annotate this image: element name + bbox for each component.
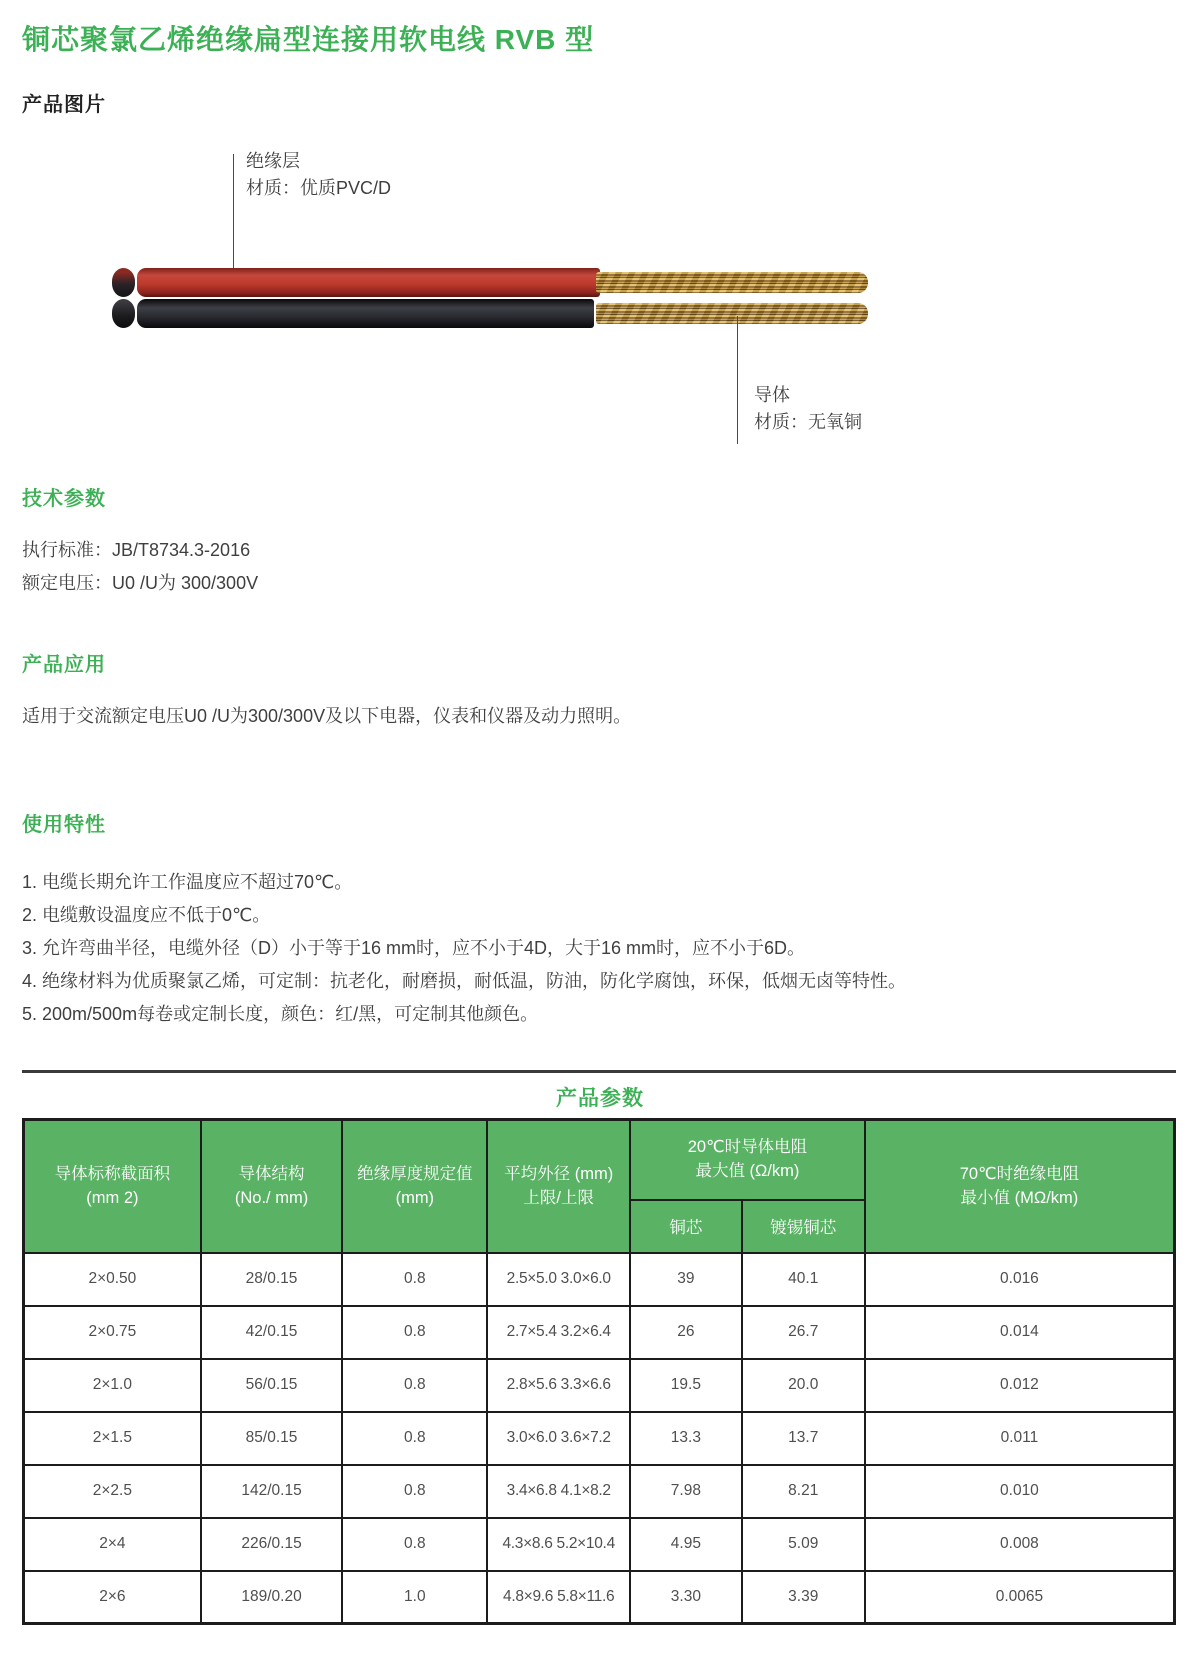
table-cell: 2×4: [24, 1518, 201, 1571]
table-row: [24, 1571, 1175, 1624]
table-cell: 2×1.0: [24, 1359, 201, 1412]
table-row: [24, 1359, 1175, 1412]
table-cell: 13.3: [630, 1412, 742, 1465]
standard-line: 执行标准：JB/T8734.3-2016: [22, 540, 251, 560]
header-line: 平均外径 (mm): [504, 1164, 614, 1183]
insulation-label: [246, 148, 391, 202]
table-row: [24, 1306, 1175, 1359]
table-cell: 2.7×5.4 3.2×6.4: [487, 1306, 630, 1359]
product-params-heading: 产品参数: [556, 1087, 644, 1110]
header-line: 导体结构: [238, 1164, 305, 1183]
table-cell: 4.95: [630, 1518, 742, 1571]
table-cell: 85/0.15: [201, 1412, 343, 1465]
table-row: [24, 1253, 1175, 1306]
header-tinned-copper-core: 镀锡铜芯: [742, 1200, 865, 1253]
table-cell: 0.8: [342, 1359, 487, 1412]
table-cell: 0.8: [342, 1253, 487, 1306]
table-cell: 13.7: [742, 1412, 865, 1465]
header-line: (mm): [395, 1188, 435, 1207]
table-cell: 28/0.15: [201, 1253, 343, 1306]
conductor-pointer-line: [737, 316, 738, 444]
feature-item: 3. 允许弯曲半径，电缆外径（D）小于等于16 mm时，应不小于4D，大于16 mm时，应不小于6D。: [22, 938, 806, 958]
insulation-label-title: 绝缘层: [246, 151, 300, 171]
header-conductor-structure: [201, 1120, 343, 1253]
table-cell: 56/0.15: [201, 1359, 343, 1412]
table-cell: 0.011: [865, 1412, 1175, 1465]
header-line: 最大值 (Ω/km): [695, 1162, 800, 1181]
table-cell: 5.09: [742, 1518, 865, 1571]
table-cell: 0.8: [342, 1412, 487, 1465]
table-cell: 8.21: [742, 1465, 865, 1518]
table-cell: 0.010: [865, 1465, 1175, 1518]
header-line: 绝缘厚度规定值: [357, 1164, 473, 1183]
table-cell: 2.5×5.0 3.0×6.0: [487, 1253, 630, 1306]
application-heading: 产品应用: [22, 654, 106, 676]
header-line: 上限/上限: [523, 1188, 594, 1207]
table-cell: 4.3×8.6 5.2×10.4: [487, 1518, 630, 1571]
table-cell: 2×2.5: [24, 1465, 201, 1518]
header-line: 20℃时导体电阻: [687, 1138, 808, 1157]
feature-item: 4. 绝缘材料为优质聚氯乙烯，可定制：抗老化，耐磨损，耐低温，防油，防化学腐蚀，环保，低烟无卤等特性。: [22, 971, 907, 991]
header-line: (mm 2): [86, 1188, 139, 1207]
header-line: 最小值 (MΩ/km): [960, 1188, 1079, 1207]
table-cell: 40.1: [742, 1253, 865, 1306]
table-cell: 42/0.15: [201, 1306, 343, 1359]
table-cell: 3.4×6.8 4.1×8.2: [487, 1465, 630, 1518]
table-cell: 142/0.15: [201, 1465, 343, 1518]
table-cell: 26.7: [742, 1306, 865, 1359]
table-cell: 4.8×9.6 5.8×11.6: [487, 1571, 630, 1624]
table-cell: 3.39: [742, 1571, 865, 1624]
table-row: [24, 1465, 1175, 1518]
header-line: 导体标称截面积: [54, 1164, 171, 1183]
table-cell: 0.008: [865, 1518, 1175, 1571]
table-cell: 2×0.75: [24, 1306, 201, 1359]
table-cell: 226/0.15: [201, 1518, 343, 1571]
conductor-label-title: 导体: [754, 385, 790, 405]
product-params-table: [22, 1118, 1176, 1625]
table-cell: 0.014: [865, 1306, 1175, 1359]
black-wire-end-cap: [112, 299, 135, 328]
application-text: 适用于交流额定电压U0 /U为300/300V及以下电器，仪表和仪器及动力照明。: [22, 706, 632, 726]
black-wire-insulation: [137, 299, 594, 328]
table-cell: 7.98: [630, 1465, 742, 1518]
table-cell: 189/0.20: [201, 1571, 343, 1624]
voltage-line: 额定电压：U0 /U为 300/300V: [22, 573, 259, 593]
red-wire-insulation: [137, 268, 600, 297]
header-line: (No./ mm): [234, 1188, 309, 1207]
black-wire-conductor-strands: [596, 303, 868, 324]
table-cell: 20.0: [742, 1359, 865, 1412]
product-table-body: [24, 1253, 1175, 1624]
table-cell: 0.8: [342, 1306, 487, 1359]
table-cell: 2×6: [24, 1571, 201, 1624]
table-cell: 0.0065: [865, 1571, 1175, 1624]
red-wire-end-cap: [112, 268, 135, 297]
table-cell: 0.016: [865, 1253, 1175, 1306]
header-copper-core: 铜芯: [630, 1200, 742, 1253]
red-wire-conductor-strands: [596, 272, 868, 293]
tech-params-heading: 技术参数: [22, 488, 106, 510]
page-title: 铜芯聚氯乙烯绝缘扁型连接用软电线 RVB 型: [22, 24, 595, 55]
table-cell: 19.5: [630, 1359, 742, 1412]
header-line: 70℃时绝缘电阻: [959, 1164, 1080, 1183]
table-row: [24, 1518, 1175, 1571]
table-cell: 2×0.50: [24, 1253, 201, 1306]
feature-item: 2. 电缆敷设温度应不低于0℃。: [22, 905, 271, 925]
header-conductor-resistance-group: [630, 1120, 865, 1200]
table-cell: 0.012: [865, 1359, 1175, 1412]
header-insulation-resistance: [865, 1120, 1175, 1253]
table-cell: 2.8×5.6 3.3×6.6: [487, 1359, 630, 1412]
feature-item: 5. 200m/500m每卷或定制长度，颜色：红/黑，可定制其他颜色。: [22, 1004, 539, 1024]
table-cell: 39: [630, 1253, 742, 1306]
cable-diagram: [0, 140, 1200, 460]
insulation-pointer-line: [233, 154, 234, 270]
table-cell: 0.8: [342, 1518, 487, 1571]
table-cell: 2×1.5: [24, 1412, 201, 1465]
table-cell: 3.0×6.0 3.6×7.2: [487, 1412, 630, 1465]
conductor-label: [754, 382, 862, 436]
insulation-label-material: 材质：优质PVC/D: [246, 178, 392, 198]
features-heading: 使用特性: [22, 814, 106, 836]
header-insulation-thickness: [342, 1120, 487, 1253]
conductor-label-material: 材质：无氧铜: [754, 412, 862, 432]
header-conductor-area: [24, 1120, 201, 1253]
feature-item: 1. 电缆长期允许工作温度应不超过70℃。: [22, 872, 353, 892]
table-cell: 0.8: [342, 1465, 487, 1518]
header-average-diameter: [487, 1120, 630, 1253]
table-cell: 26: [630, 1306, 742, 1359]
section-divider: [22, 1070, 1176, 1073]
table-row: [24, 1412, 1175, 1465]
table-cell: 1.0: [342, 1571, 487, 1624]
table-cell: 3.30: [630, 1571, 742, 1624]
feature-list: [22, 866, 906, 1031]
product-image-heading: 产品图片: [22, 94, 106, 116]
